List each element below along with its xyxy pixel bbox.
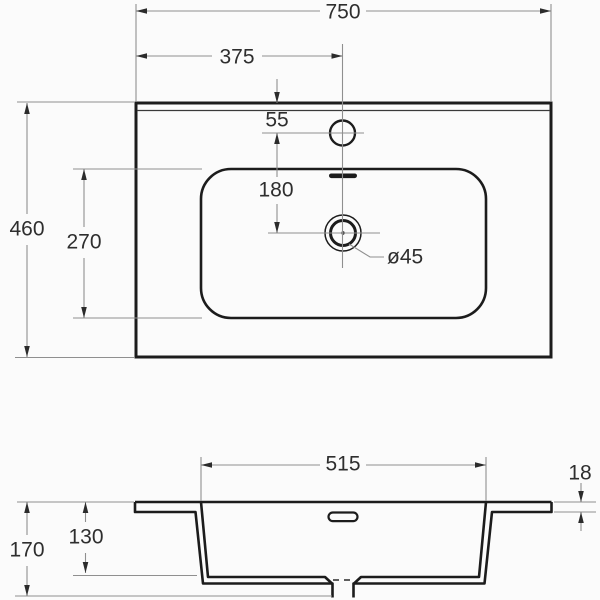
dim-countertop-thickness [554,462,596,532]
dim-130-label: 130 [68,525,104,549]
dim-o45-label: ø45 [387,245,424,269]
dim-faucet-offset [265,79,288,132]
top-view [9,1,551,358]
dim-basin-depth [66,169,202,318]
dim-515-label: 515 [325,452,361,476]
dim-faucet-to-drain [258,133,293,233]
dim-overall-width [136,1,551,102]
dim-overall-height [9,502,332,596]
dim-55-label: 55 [265,108,289,132]
basin-outline [201,169,486,318]
dim-270-label: 270 [66,230,102,254]
dim-center-offset [136,46,343,69]
dim-18-label: 18 [568,461,592,485]
dim-180-label: 180 [258,178,294,202]
dim-drain-diameter [349,244,423,269]
front-view [9,453,596,598]
bowl-inner-left [201,502,333,584]
dim-750-label: 750 [325,0,361,24]
section-outer-left [135,502,333,598]
dim-460-label: 460 [9,217,45,241]
overflow-slot-front [329,513,358,522]
bowl-inner-right [354,502,487,584]
dim-basin-opening-width [201,453,486,502]
section-outer-right [354,502,552,598]
dim-170-label: 170 [9,538,45,562]
dim-375-label: 375 [219,45,255,69]
